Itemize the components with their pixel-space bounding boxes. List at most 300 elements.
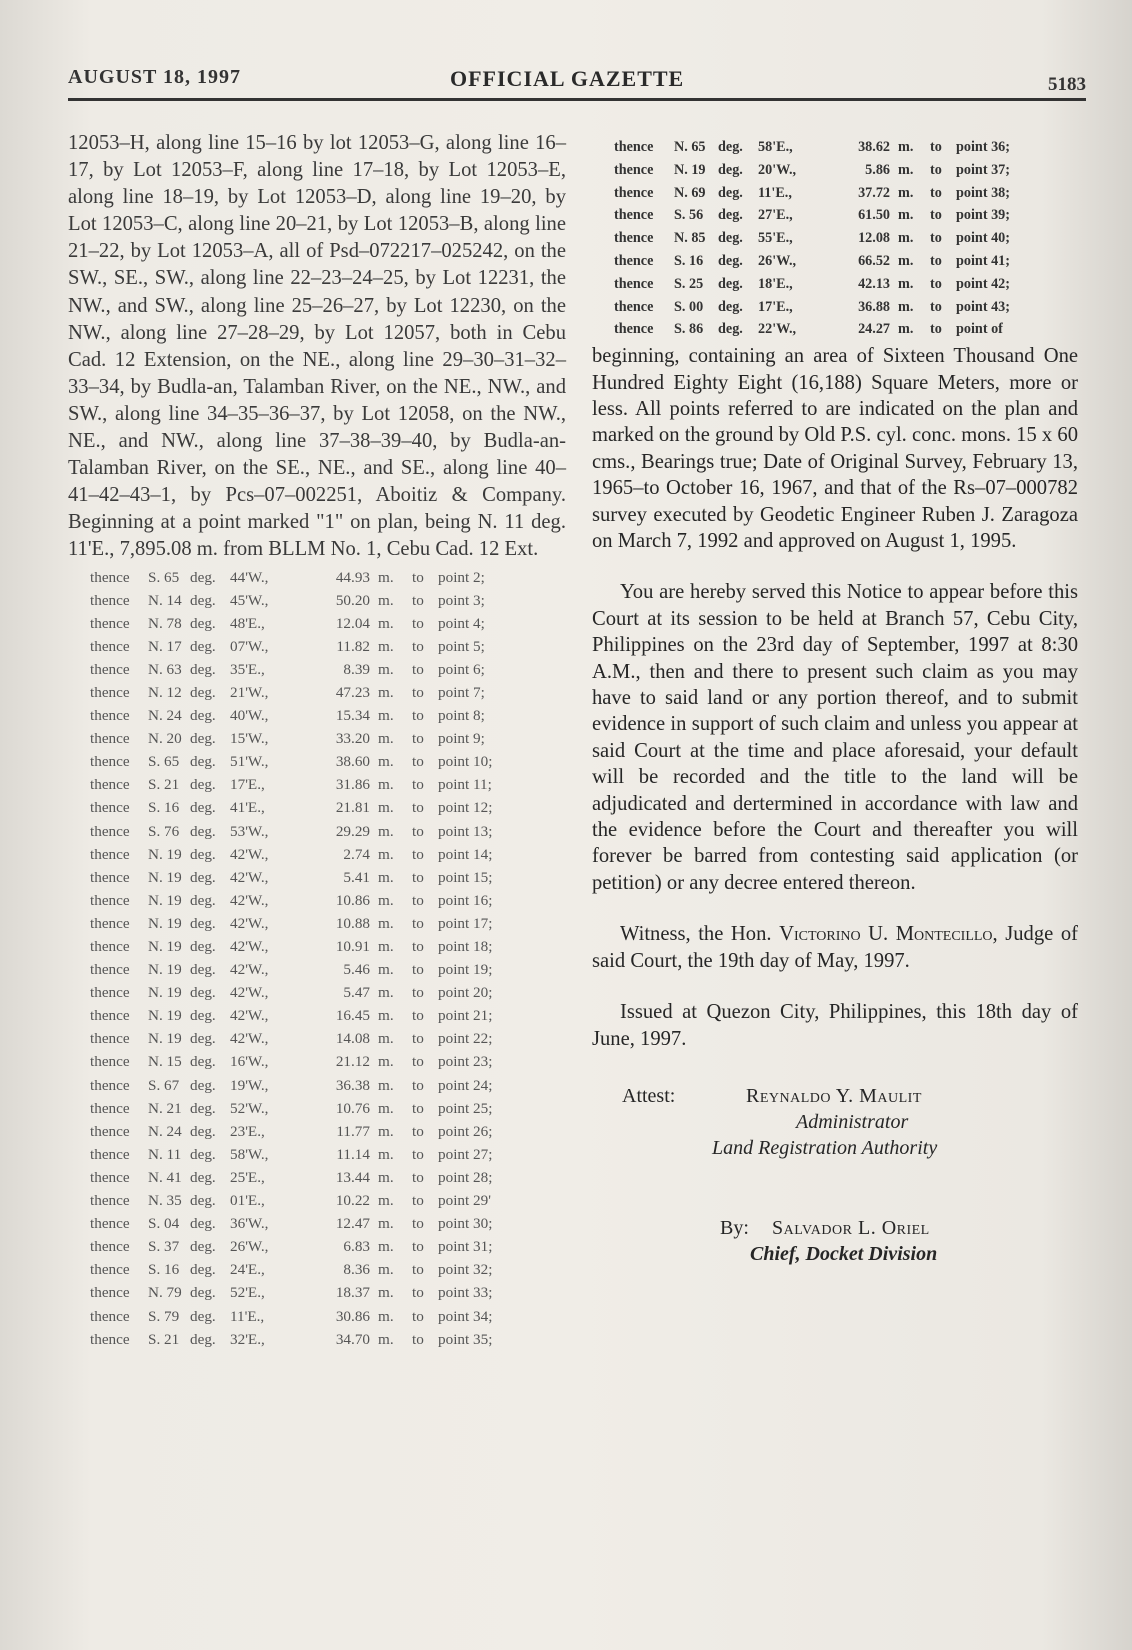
bearing-to: to bbox=[412, 961, 424, 979]
bearing-m: m. bbox=[898, 230, 914, 247]
bearing-pt: point 2; bbox=[438, 568, 485, 586]
bearing-deg: deg. bbox=[190, 1030, 216, 1048]
bearing-dir: S. 21 bbox=[148, 776, 180, 794]
bearing-deg: deg. bbox=[190, 660, 216, 678]
bearing-pre: thence bbox=[90, 868, 130, 886]
bearing-dist: 61.50 bbox=[858, 207, 890, 224]
bearing-row bbox=[68, 912, 566, 935]
bearing-row bbox=[68, 1166, 566, 1189]
bearing-ang: 26'W., bbox=[758, 252, 797, 269]
bearing-ang: 48'E., bbox=[230, 614, 265, 632]
bearing-pt: point 4; bbox=[438, 614, 485, 632]
bearing-m: m. bbox=[378, 1007, 394, 1025]
bearing-dir: N. 24 bbox=[148, 1122, 182, 1140]
bearing-to: to bbox=[412, 1076, 424, 1094]
bearing-dir: S. 67 bbox=[148, 1076, 180, 1094]
judge-name: Victorino U. Montecillo bbox=[779, 923, 993, 946]
bearing-m: m. bbox=[898, 184, 914, 201]
bearing-row bbox=[592, 296, 1078, 319]
bearing-m: m. bbox=[378, 730, 394, 748]
bearing-pre: thence bbox=[614, 252, 654, 269]
bearing-row bbox=[592, 250, 1078, 273]
bearing-dist: 15.34 bbox=[335, 707, 370, 725]
bearing-to: to bbox=[412, 1261, 424, 1279]
bearing-dir: N. 41 bbox=[148, 1168, 182, 1186]
bearing-pre: thence bbox=[90, 1215, 130, 1233]
bearing-ang: 55'E., bbox=[758, 230, 793, 247]
bearing-m: m. bbox=[378, 707, 394, 725]
bearing-row bbox=[592, 204, 1078, 227]
bearing-dist: 12.08 bbox=[858, 230, 890, 247]
bearing-dist: 33.20 bbox=[335, 730, 370, 748]
bearing-pre: thence bbox=[90, 1007, 130, 1025]
bearing-row bbox=[68, 704, 566, 727]
bearing-to: to bbox=[930, 252, 942, 269]
bearing-dist: 10.76 bbox=[335, 1099, 370, 1117]
bearing-dist: 29.29 bbox=[335, 822, 370, 840]
bearing-pre: thence bbox=[90, 637, 130, 655]
bearing-to: to bbox=[412, 568, 424, 586]
bearing-m: m. bbox=[378, 891, 394, 909]
bearing-pre: thence bbox=[90, 568, 130, 586]
bearing-pt: point 24; bbox=[438, 1076, 493, 1094]
bearing-m: m. bbox=[378, 1145, 394, 1163]
bearing-pre: thence bbox=[90, 1099, 130, 1117]
bearing-dir: N. 69 bbox=[674, 184, 706, 201]
bearing-to: to bbox=[412, 1238, 424, 1256]
bearing-ang: 20'W., bbox=[758, 161, 797, 178]
bearing-ang: 15'W., bbox=[230, 730, 269, 748]
bearing-m: m. bbox=[378, 1122, 394, 1140]
bearing-pre: thence bbox=[90, 660, 130, 678]
bearing-pre: thence bbox=[90, 1238, 130, 1256]
bearing-to: to bbox=[412, 614, 424, 632]
bearing-m: m. bbox=[378, 1030, 394, 1048]
bearing-dist: 38.62 bbox=[858, 139, 890, 155]
bearing-row bbox=[68, 1189, 566, 1212]
bearing-dir: S. 00 bbox=[674, 298, 704, 315]
bearing-pre: thence bbox=[90, 614, 130, 632]
bearing-dist: 8.36 bbox=[343, 1261, 370, 1279]
bearing-row bbox=[68, 658, 566, 681]
bearing-dir: N. 12 bbox=[148, 683, 182, 701]
bearing-dist: 10.88 bbox=[335, 914, 370, 932]
bearing-to: to bbox=[412, 776, 424, 794]
bearing-dir: S. 37 bbox=[148, 1238, 180, 1256]
bearing-ang: 58'W., bbox=[230, 1145, 269, 1163]
bearing-row bbox=[68, 981, 566, 1004]
bearing-m: m. bbox=[898, 139, 914, 155]
bearing-dist: 11.82 bbox=[336, 637, 370, 655]
bearing-pt: point 36; bbox=[956, 139, 1010, 155]
bearing-dir: N. 19 bbox=[674, 161, 706, 178]
bearing-dir: N. 79 bbox=[148, 1284, 182, 1302]
bearing-deg: deg. bbox=[718, 275, 743, 292]
bearing-dist: 13.44 bbox=[335, 1168, 370, 1186]
bearing-m: m. bbox=[898, 161, 914, 178]
bearing-pt: point 31; bbox=[438, 1238, 493, 1256]
bearing-row bbox=[68, 1258, 566, 1281]
area-paragraph: beginning, containing an area of Sixteen Thousand One Hundred Eighty Eight (16,188) Square Meters, more or less. All points referred to are indicated on the plan and marked on the ground by Old P.S. cyl. conc. mons. 15 x 60 cms., Bearings true; Date of Original Survey, February 13, 1965–to October 16, 1967, and that of the Rs–07–000782 survey executed by Geodetic Engineer Ruben J. Zaragoza on March 7, 1992 and approved on August 1, 1995. bbox=[592, 345, 1078, 553]
bearing-pre: thence bbox=[614, 321, 654, 338]
bearing-dist: 5.46 bbox=[343, 961, 370, 979]
bearing-row bbox=[68, 612, 566, 635]
bearing-to: to bbox=[930, 321, 942, 338]
bearing-to: to bbox=[930, 298, 942, 315]
bearing-to: to bbox=[412, 845, 424, 863]
bearing-pre: thence bbox=[90, 914, 130, 932]
bearing-dist: 21.12 bbox=[335, 1053, 370, 1071]
bearing-deg: deg. bbox=[190, 822, 216, 840]
bearing-deg: deg. bbox=[718, 139, 743, 155]
bearing-ang: 19'W., bbox=[230, 1076, 269, 1094]
bearing-deg: deg. bbox=[190, 1192, 216, 1210]
bearing-dist: 11.14 bbox=[336, 1145, 370, 1163]
bearing-deg: deg. bbox=[190, 984, 216, 1002]
bearing-deg: deg. bbox=[190, 776, 216, 794]
bearing-ang: 42'W., bbox=[230, 914, 269, 932]
bearing-row bbox=[592, 227, 1078, 250]
bearing-ang: 42'W., bbox=[230, 1007, 269, 1025]
bearing-dir: S. 76 bbox=[148, 822, 180, 840]
bearing-ang: 07'W., bbox=[230, 637, 269, 655]
bearing-to: to bbox=[412, 683, 424, 701]
bearing-pt: point 13; bbox=[438, 822, 493, 840]
bearing-pt: point 15; bbox=[438, 868, 493, 886]
bearing-pre: thence bbox=[90, 1030, 130, 1048]
bearing-pre: thence bbox=[614, 184, 654, 201]
bearing-dir: S. 16 bbox=[674, 252, 704, 269]
bearing-dist: 37.72 bbox=[858, 184, 890, 201]
bearing-row bbox=[68, 1235, 566, 1258]
bearing-ang: 27'E., bbox=[758, 207, 793, 224]
bearing-to: to bbox=[412, 637, 424, 655]
bearing-ang: 42'W., bbox=[230, 984, 269, 1002]
bearing-ang: 42'W., bbox=[230, 891, 269, 909]
bearing-pre: thence bbox=[90, 938, 130, 955]
bearing-dir: S. 86 bbox=[674, 321, 704, 338]
bearing-to: to bbox=[930, 161, 942, 178]
bearing-deg: deg. bbox=[190, 753, 216, 771]
bearing-deg: deg. bbox=[718, 230, 743, 247]
bearing-to: to bbox=[412, 1284, 424, 1302]
bearing-dir: S. 16 bbox=[148, 799, 180, 817]
bearing-m: m. bbox=[378, 660, 394, 678]
bearing-deg: deg. bbox=[190, 1168, 216, 1186]
bearing-ang: 42'W., bbox=[230, 1030, 269, 1048]
bearing-pre: thence bbox=[90, 1284, 130, 1302]
bearing-row bbox=[592, 273, 1078, 296]
bearing-row bbox=[592, 159, 1078, 182]
bearing-ang: 18'E., bbox=[758, 275, 793, 292]
bearing-pt: point 18; bbox=[438, 938, 493, 955]
bearing-ang: 36'W., bbox=[230, 1215, 269, 1233]
bearing-m: m. bbox=[378, 1215, 394, 1233]
bearing-dir: N. 15 bbox=[148, 1053, 182, 1071]
bearing-to: to bbox=[930, 275, 942, 292]
bearing-dir: N. 63 bbox=[148, 660, 182, 678]
bearing-pt: point 42; bbox=[956, 275, 1010, 292]
bearing-pre: thence bbox=[614, 161, 654, 178]
bearing-dir: N. 19 bbox=[148, 845, 182, 863]
bearing-pre: thence bbox=[90, 799, 130, 817]
bearing-deg: deg. bbox=[190, 799, 216, 817]
bearing-dist: 36.38 bbox=[335, 1076, 370, 1094]
bearing-m: m. bbox=[378, 1076, 394, 1094]
bearing-deg: deg. bbox=[718, 207, 743, 224]
bearing-m: m. bbox=[378, 637, 394, 655]
bearing-pre: thence bbox=[90, 1261, 130, 1279]
bearing-ang: 17'E., bbox=[758, 298, 793, 315]
bearing-pre: thence bbox=[90, 961, 130, 979]
bearing-ang: 23'E., bbox=[230, 1122, 265, 1140]
bearing-deg: deg. bbox=[190, 1122, 216, 1140]
bearing-deg: deg. bbox=[190, 845, 216, 863]
bearing-deg: deg. bbox=[190, 591, 216, 609]
bearing-dir: S. 04 bbox=[148, 1215, 180, 1233]
bearing-ang: 52'W., bbox=[230, 1099, 269, 1117]
bearing-deg: deg. bbox=[190, 707, 216, 725]
bearing-m: m. bbox=[378, 938, 394, 955]
bearing-pt: point 27; bbox=[438, 1145, 493, 1163]
bearing-m: m. bbox=[378, 1238, 394, 1256]
bearing-m: m. bbox=[378, 753, 394, 771]
bearing-to: to bbox=[930, 184, 942, 201]
technical-description-intro: 12053–H, along line 15–16 by lot 12053–G, along line 16–17, by Lot 12053–F, along line 17–18, by Lot 12053–E, along line 18–19, by Lot 12053–D, along line 19–20, by Lot 12053–C, along line 20–21, by Lot 12053–B, along line 21–22, by Lot 12053–A, all of Psd–072217–025242, on the SW., SE., SW., along line 22–23–24–25, by Lot 12231, the NW., and SW., along line 25–26–27, by Lot 12230, on the NW., along line 27–28–29, by Lot 12057, both in Cebu Cad. 12 Extension, on the NE., along line 29–30–31–32–33–34, by Budla-an, Talamban River, on the NE., NW., and SW., along line 34–35–36–37, by Lot 12058, on the NW., NE., and NW., along line 37–38–39–40, by Budla-an-Talamban River, on the SE., NE., and SE., along line 40–41–42–43–1, by Pcs–07–002251, Aboitiz & Company. Beginning at a point marked "1" on plan, being N. 11 deg. 11'E., 7,895.08 m. from BLLM No. 1, Cebu Cad. 12 Ext. bbox=[68, 132, 566, 561]
bearing-pre: thence bbox=[90, 730, 130, 748]
bearing-deg: deg. bbox=[190, 1284, 216, 1302]
bearing-m: m. bbox=[898, 207, 914, 224]
bearing-pre: thence bbox=[90, 753, 130, 771]
by-label: By: bbox=[720, 1216, 749, 1239]
right-bearings-list bbox=[592, 136, 1078, 341]
bearing-pt: point 23; bbox=[438, 1053, 493, 1071]
bearing-row bbox=[68, 773, 566, 796]
bearing-row bbox=[68, 820, 566, 843]
bearing-pre: thence bbox=[614, 207, 654, 224]
authority-name: Land Registration Authority bbox=[712, 1136, 938, 1159]
bearing-deg: deg. bbox=[190, 961, 216, 979]
bearing-dist: 66.52 bbox=[858, 252, 890, 269]
bearing-row bbox=[68, 1281, 566, 1304]
bearing-row bbox=[68, 935, 566, 958]
bearing-dist: 34.70 bbox=[335, 1330, 370, 1348]
bearing-m: m. bbox=[378, 1307, 394, 1325]
bearing-ang: 26'W., bbox=[230, 1238, 269, 1256]
bearing-dist: 30.86 bbox=[335, 1307, 370, 1325]
bearing-ang: 25'E., bbox=[230, 1168, 265, 1186]
bearing-dir: N. 14 bbox=[148, 591, 182, 609]
bearing-to: to bbox=[412, 984, 424, 1002]
bearing-to: to bbox=[412, 799, 424, 817]
bearing-deg: deg. bbox=[190, 1215, 216, 1233]
bearing-deg: deg. bbox=[718, 298, 743, 315]
bearing-dist: 10.86 bbox=[335, 891, 370, 909]
bearing-pt: point 40; bbox=[956, 230, 1010, 247]
bearing-pt: point 26; bbox=[438, 1122, 493, 1140]
bearing-dist: 5.86 bbox=[865, 161, 890, 178]
bearing-m: m. bbox=[898, 252, 914, 269]
bearing-row bbox=[68, 1050, 566, 1073]
bearing-to: to bbox=[412, 1099, 424, 1117]
bearing-row bbox=[68, 958, 566, 981]
bearing-pre: thence bbox=[90, 822, 130, 840]
bearing-to: to bbox=[412, 1122, 424, 1140]
bearing-deg: deg. bbox=[190, 1261, 216, 1279]
bearing-pt: point 25; bbox=[438, 1099, 493, 1117]
bearing-m: m. bbox=[378, 822, 394, 840]
bearing-row bbox=[592, 136, 1078, 159]
bearing-m: m. bbox=[378, 614, 394, 632]
notice-paragraph: You are hereby served this Notice to appear before this Court at its session to be held at Branch 57, Cebu City, Philippines on the 23rd day of September, 1997 at 8:30 A.M., then and there to present such claim as you may have to said land or any portion thereof, and to submit evidence in support of such claim and unless you appear at said Court at the time and place aforesaid, your default will be recorded and the title to the land will be adjudicated and dertermined in accordance with law and the evidence before the Court and thereafter you will forever be barred from contesting said application (or petition) or any decree entered thereon. bbox=[592, 581, 1078, 894]
bearing-pre: thence bbox=[614, 275, 654, 292]
bearing-dir: S. 65 bbox=[148, 568, 180, 586]
bearing-dir: N. 19 bbox=[148, 1030, 182, 1048]
bearing-ang: 40'W., bbox=[230, 707, 269, 725]
bearing-pt: point 39; bbox=[956, 207, 1010, 224]
bearing-to: to bbox=[412, 1030, 424, 1048]
bearing-dir: N. 19 bbox=[148, 938, 182, 955]
bearing-row bbox=[68, 1212, 566, 1235]
witness-suffix: , Judge of said Court, the 19th day of May, 1997. bbox=[592, 923, 1078, 972]
bearing-pre: thence bbox=[90, 591, 130, 609]
bearing-row bbox=[68, 866, 566, 889]
bearing-dir: N. 78 bbox=[148, 614, 182, 632]
bearing-ang: 42'W., bbox=[230, 868, 269, 886]
bearing-to: to bbox=[412, 1215, 424, 1233]
bearing-dir: S. 79 bbox=[148, 1307, 180, 1325]
bearing-dist: 47.23 bbox=[335, 683, 370, 701]
bearing-to: to bbox=[412, 891, 424, 909]
bearing-dist: 16.45 bbox=[335, 1007, 370, 1025]
bearing-pt: point 11; bbox=[438, 776, 492, 794]
bearing-pt: point 34; bbox=[438, 1307, 493, 1325]
bearing-deg: deg. bbox=[190, 1007, 216, 1025]
bearing-pt: point 12; bbox=[438, 799, 493, 817]
bearing-deg: deg. bbox=[190, 730, 216, 748]
bearing-dist: 36.88 bbox=[858, 298, 890, 315]
bearing-pt: point 5; bbox=[438, 637, 485, 655]
bearing-dir: N. 19 bbox=[148, 914, 182, 932]
bearing-pre: thence bbox=[90, 891, 130, 909]
bearing-ang: 32'E., bbox=[230, 1330, 265, 1348]
bearing-pt: point 28; bbox=[438, 1168, 493, 1186]
bearing-to: to bbox=[412, 1145, 424, 1163]
bearing-deg: deg. bbox=[718, 252, 743, 269]
bearing-m: m. bbox=[898, 298, 914, 315]
bearing-pt: point 33; bbox=[438, 1284, 493, 1302]
bearing-deg: deg. bbox=[190, 891, 216, 909]
bearing-deg: deg. bbox=[190, 1307, 216, 1325]
bearing-dist: 12.04 bbox=[335, 614, 370, 632]
bearing-dir: N. 20 bbox=[148, 730, 182, 748]
left-column bbox=[68, 130, 566, 1351]
bearing-m: m. bbox=[378, 1330, 394, 1348]
bearing-row bbox=[68, 727, 566, 750]
bearing-deg: deg. bbox=[190, 568, 216, 586]
bearing-m: m. bbox=[378, 591, 394, 609]
bearing-ang: 45'W., bbox=[230, 591, 269, 609]
bearing-pre: thence bbox=[90, 1168, 130, 1186]
bearing-pt: point 35; bbox=[438, 1330, 493, 1348]
bearing-m: m. bbox=[378, 1168, 394, 1186]
bearing-deg: deg. bbox=[190, 1330, 216, 1348]
bearing-deg: deg. bbox=[190, 1053, 216, 1071]
bearing-pt: point of bbox=[956, 321, 1003, 338]
bearing-m: m. bbox=[378, 961, 394, 979]
bearing-m: m. bbox=[378, 776, 394, 794]
bearing-ang: 17'E., bbox=[230, 776, 265, 794]
docket-chief-title: Chief, Docket Division bbox=[750, 1242, 938, 1265]
bearing-ang: 24'E., bbox=[230, 1261, 265, 1279]
bearing-dist: 8.39 bbox=[343, 660, 370, 678]
bearing-m: m. bbox=[378, 984, 394, 1002]
witness-prefix: Witness, the Hon. bbox=[620, 923, 772, 946]
bearing-ang: 53'W., bbox=[230, 822, 269, 840]
bearing-pt: point 19; bbox=[438, 961, 493, 979]
bearing-ang: 42'W., bbox=[230, 845, 269, 863]
bearing-to: to bbox=[412, 1007, 424, 1025]
bearing-to: to bbox=[412, 938, 424, 955]
bearing-to: to bbox=[412, 660, 424, 678]
bearing-dist: 31.86 bbox=[335, 776, 370, 794]
bearing-dist: 12.47 bbox=[335, 1215, 370, 1233]
bearing-dist: 10.91 bbox=[335, 938, 370, 955]
bearing-dir: S. 25 bbox=[674, 275, 704, 292]
bearing-pt: point 14; bbox=[438, 845, 493, 863]
bearing-ang: 11'E., bbox=[758, 184, 792, 201]
bearing-pre: thence bbox=[90, 984, 130, 1002]
bearing-to: to bbox=[412, 1192, 424, 1210]
bearing-row bbox=[68, 1328, 566, 1351]
bearing-m: m. bbox=[378, 914, 394, 932]
bearing-to: to bbox=[930, 139, 942, 155]
bearing-row bbox=[68, 1143, 566, 1166]
bearing-m: m. bbox=[378, 1192, 394, 1210]
bearing-m: m. bbox=[378, 1284, 394, 1302]
bearing-dist: 21.81 bbox=[335, 799, 370, 817]
bearing-pt: point 8; bbox=[438, 707, 485, 725]
bearing-deg: deg. bbox=[190, 914, 216, 932]
bearing-pre: thence bbox=[90, 1145, 130, 1163]
bearing-ang: 01'E., bbox=[230, 1192, 265, 1210]
bearing-deg: deg. bbox=[718, 184, 743, 201]
bearing-pre: thence bbox=[90, 1122, 130, 1140]
bearing-dist: 44.93 bbox=[335, 568, 370, 586]
bearing-row bbox=[68, 1097, 566, 1120]
bearing-pt: point 30; bbox=[438, 1215, 493, 1233]
bearing-pt: point 9; bbox=[438, 730, 485, 748]
bearing-pre: thence bbox=[90, 1307, 130, 1325]
bearing-dir: N. 24 bbox=[148, 707, 182, 725]
bearing-deg: deg. bbox=[190, 1076, 216, 1094]
bearing-dir: N. 19 bbox=[148, 961, 182, 979]
bearing-deg: deg. bbox=[190, 637, 216, 655]
bearing-pt: point 7; bbox=[438, 683, 485, 701]
bearing-to: to bbox=[412, 591, 424, 609]
bearing-row bbox=[68, 681, 566, 704]
bearing-dist: 38.60 bbox=[335, 753, 370, 771]
bearing-dir: N. 21 bbox=[148, 1099, 182, 1117]
bearing-dir: S. 21 bbox=[148, 1330, 180, 1348]
bearing-m: m. bbox=[378, 568, 394, 586]
bearing-dist: 42.13 bbox=[858, 275, 890, 292]
bearing-pre: thence bbox=[90, 707, 130, 725]
bearing-m: m. bbox=[378, 1053, 394, 1071]
bearing-pt: point 29' bbox=[438, 1192, 491, 1210]
bearing-deg: deg. bbox=[190, 614, 216, 632]
bearing-deg: deg. bbox=[190, 1238, 216, 1256]
